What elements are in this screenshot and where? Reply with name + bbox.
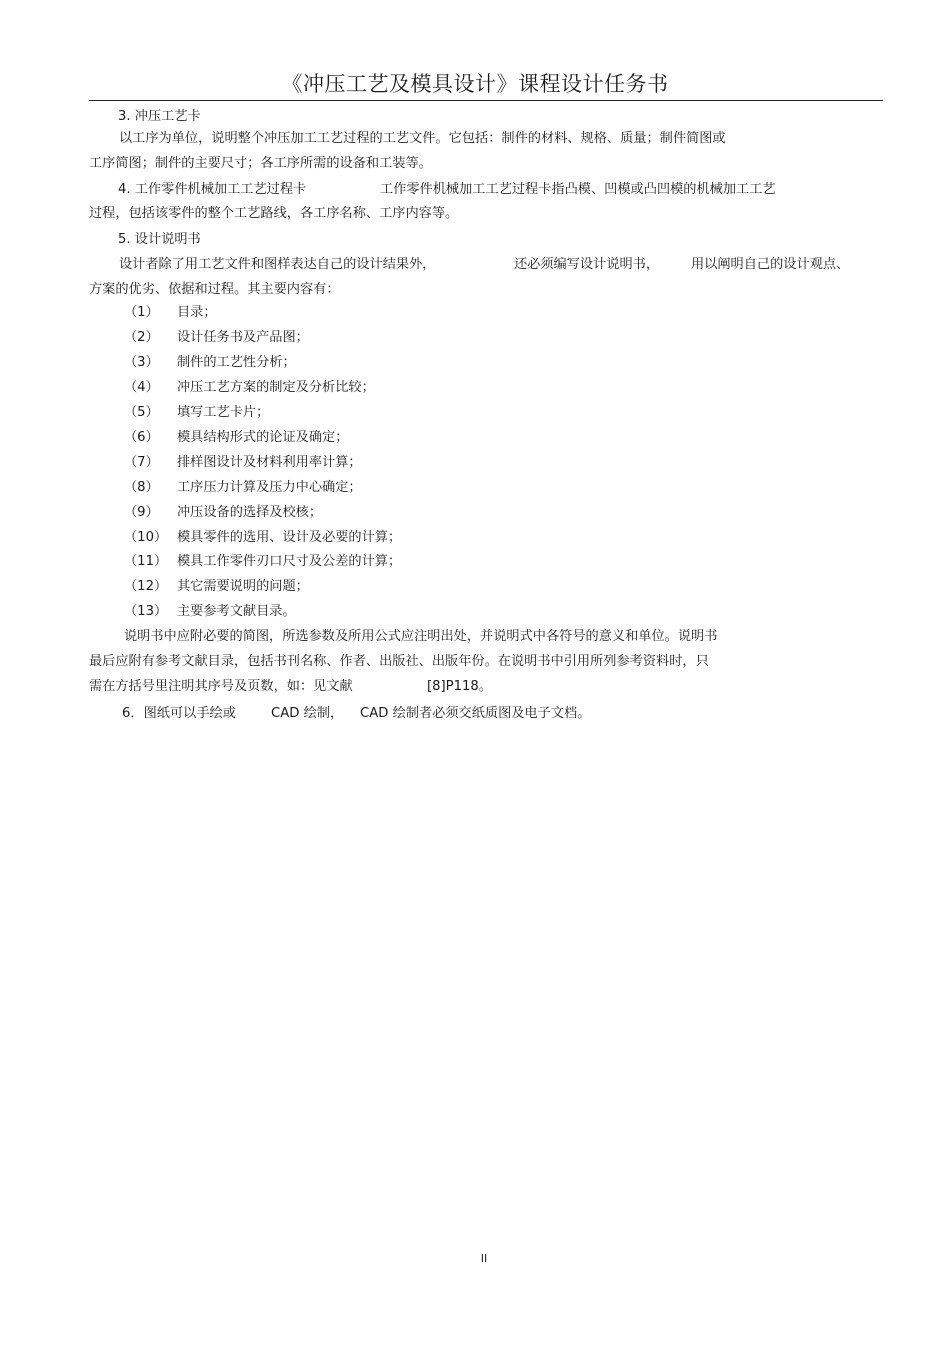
- list-item-text: 冲压设备的选择及校核；: [177, 505, 323, 520]
- note-line-3-part-2: [8]P118。: [427, 679, 492, 694]
- list-item-text: 排样图设计及材料利用率计算；: [177, 455, 362, 470]
- section-4-body-line-1: 工作零件机械加工工艺过程卡指凸模、凹模或凸凹模的机械加工工艺: [380, 182, 776, 197]
- list-item-number: （13）: [124, 604, 168, 619]
- note-line-1: 说明书中应附必要的简图，所选参数及所用公式应注明出处，并说明式中各符号的意义和单位。说明书: [124, 629, 718, 644]
- list-item-text: 制件的工艺性分析；: [177, 355, 296, 370]
- page-number: II: [480, 1252, 488, 1265]
- list-item-number: （4）: [124, 380, 159, 395]
- list-item-number: （1）: [124, 305, 159, 320]
- section-5-intro-part-1: 设计者除了用工艺文件和图样表达自己的设计结果外，: [119, 257, 436, 272]
- list-item-text: 模具结构形式的论证及确定；: [177, 430, 349, 445]
- section-6-part-2: CAD 绘制，: [271, 706, 344, 721]
- section-6-part-1: 6．图纸可以手绘或: [122, 706, 236, 721]
- section-3-body-line-1: 以工序为单位，说明整个冲压加工工艺过程的工艺文件。它包括：制件的材料、规格、质量；制件简图或: [119, 131, 726, 146]
- section-5-intro-part-2: 还必须编写设计说明书，: [514, 257, 660, 272]
- list-item-text: 模具零件的选用、设计及必要的计算；: [177, 530, 402, 545]
- section-4-heading: 4. 工作零件机械加工工艺过程卡: [118, 182, 307, 197]
- note-line-3-part-1: 需在方括号里注明其序号及页数，如：见文献: [89, 679, 353, 694]
- section-5-heading: 5. 设计说明书: [118, 232, 201, 247]
- list-item-number: （7）: [124, 455, 159, 470]
- list-item-number: （10）: [124, 530, 168, 545]
- list-item-number: （3）: [124, 355, 159, 370]
- section-6-part-3: CAD 绘制者必须交纸质图及电子文档。: [360, 706, 591, 721]
- list-item-number: （8）: [124, 480, 159, 495]
- document-header-title: 《冲压工艺及模具设计》课程设计任务书: [281, 72, 669, 96]
- list-item-text: 填写工艺卡片；: [177, 405, 270, 420]
- list-item-number: （12）: [124, 579, 168, 594]
- list-item-text: 目录；: [177, 305, 217, 320]
- note-line-2: 最后应附有参考文献目录，包括书刊名称、作者、出版社、出版年份。在说明书中引用所列参考资料时，只: [89, 654, 709, 669]
- section-4-body-line-2: 过程，包括该零件的整个工艺路线，各工序名称、工序内容等。: [89, 206, 459, 221]
- list-item-text: 工序压力计算及压力中心确定；: [177, 480, 362, 495]
- list-item-text: 冲压工艺方案的制定及分析比较；: [177, 380, 375, 395]
- header-divider: [89, 100, 883, 101]
- list-item-number: （2）: [124, 330, 159, 345]
- section-3-heading: 3. 冲压工艺卡: [118, 109, 201, 124]
- list-item-text: 主要参考文献目录。: [177, 604, 296, 619]
- list-item-text: 模具工作零件刃口尺寸及公差的计算；: [177, 554, 402, 569]
- list-item-text: 其它需要说明的问题；: [177, 579, 309, 594]
- list-item-text: 设计任务书及产品图；: [177, 330, 309, 345]
- section-5-intro-part-3: 用以阐明自己的设计观点、: [691, 257, 850, 272]
- section-5-intro-line-2: 方案的优劣、依据和过程。其主要内容有：: [89, 282, 340, 297]
- section-3-body-line-2: 工序简图；制件的主要尺寸；各工序所需的设备和工装等。: [89, 156, 432, 171]
- list-item-number: （5）: [124, 405, 159, 420]
- list-item-number: （11）: [124, 554, 168, 569]
- list-item-number: （9）: [124, 505, 159, 520]
- list-item-number: （6）: [124, 430, 159, 445]
